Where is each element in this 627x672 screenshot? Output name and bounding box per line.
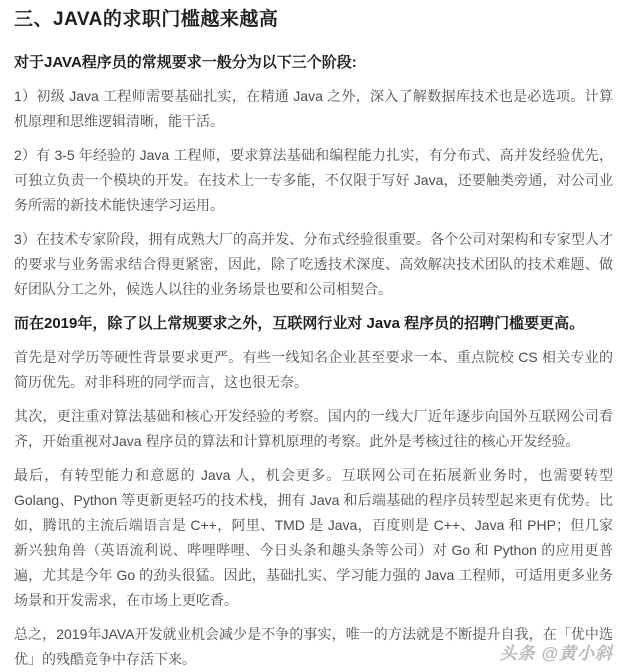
article-subheading: 对于JAVA程序员的常规要求一般分为以下三个阶段: [14,54,357,71]
paragraph-stage-2: 2）有 3-5 年经验的 Java 工程师，要求算法基础和编程能力扎实，有分布式、高并发经验优先，可独立负责一个模块的开发。在技术上一专多能，不仅限于写好 Java，还要触类旁通，对公司业务所需的新技术能快速学习运用。 [14,147,613,213]
paragraph-second-point: 其次，更注重对算法基础和核心开发经验的考察。国内的一线大厂近年逐步向国外互联网公司看齐，开始重视对Java 程序员的算法和计算机原理的考察。此外是考核过往的核心开发经验。 [14,408,613,449]
article-title: 三、JAVA的求职门槛越来越高 [14,9,279,30]
paragraph-last-point: 最后，有转型能力和意愿的 Java 人，机会更多。互联网公司在拓展新业务时，也需要转型 Golang、Python 等更新更轻巧的技术栈，拥有 Java 和后端基础的程序员转型起来更有优势。比如，腾讯的主流后端语言是 C++，阿里、TMD 是 Java，百度则是 C++、Java 和 PHP；但几家新兴独角兽（英语流利说、哔哩哔哩、今日头条和趣头条等公司）对 Go 和 Python 的应用更普遍，尤其是今年 Go 的劲头很猛。因此，基础扎实、学习能力强的 Java 工程师，可适用更多业务场景和开发需求，在市场上更吃香。 [14,467,613,608]
paragraph-first-point: 首先是对学历等硬性背景要求更严。有些一线知名企业甚至要求一本、重点院校 CS 相关专业的简历优先。对非科班的同学而言，这也很无奈。 [14,349,613,390]
paragraph-conclusion: 总之，2019年JAVA开发就业机会减少是不争的事实，唯一的方法就是不断提升自我，在「优中选优」的残酷竞争中存活下来。 [14,626,613,667]
author-watermark: 头条 @黄小斜 [499,644,613,663]
paragraph-2019-requirements: 而在2019年，除了以上常规要求之外，互联网行业对 Java 程序员的招聘门槛要更高。 [14,315,585,332]
paragraph-stage-1: 1）初级 Java 工程师需要基础扎实，在精通 Java 之外，深入了解数据库技术也是必选项。计算机原理和思维逻辑清晰，能干活。 [14,88,613,129]
paragraph-stage-3: 3）在技术专家阶段，拥有成熟大厂的高并发、分布式经验很重要。各个公司对架构和专家型人才的要求与业务需求结合得更紧密，因此，除了吃透技术深度、高效解决技术团队的技术难题、做好团队分工之外，候选人以往的业务场景也要和公司相契合。 [14,231,613,297]
